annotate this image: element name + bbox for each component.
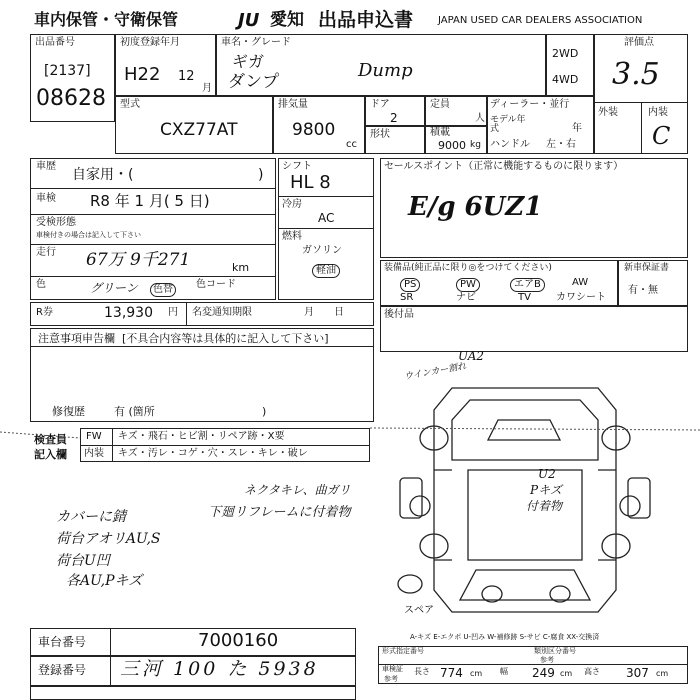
- displacement-label: 排気量: [278, 99, 308, 110]
- door-label: ドア: [370, 99, 390, 110]
- model-year-label: モデル年式: [490, 115, 526, 134]
- note-line-1: ネクタキレ、曲ガリ: [244, 483, 351, 497]
- chassis-value: 7000160: [198, 630, 279, 651]
- equip-tv: TV: [518, 292, 531, 303]
- handle-label: ハンドル: [490, 139, 530, 150]
- tax-unit: 円: [168, 307, 178, 318]
- reg-month-unit: 月: [202, 83, 212, 94]
- ac-label: 冷房: [282, 199, 302, 210]
- diagram-note-center-1: U2: [538, 467, 556, 481]
- receipt-label: 受検形態: [36, 217, 76, 228]
- plate-label: 登録番号: [38, 663, 87, 677]
- tax-value: 13,930: [104, 305, 153, 321]
- capacity-label: 定員: [430, 99, 450, 110]
- fuel-diesel: 軽油: [312, 264, 340, 278]
- equip-pw: PW: [456, 278, 480, 292]
- equip-airbag: エアB: [510, 278, 545, 292]
- warranty-label: 新車保証書: [624, 263, 670, 273]
- retrofit-label: 後付品: [384, 309, 414, 320]
- grade-handwritten: Dump: [358, 60, 413, 81]
- notice-unit: 月日: [304, 307, 364, 318]
- score-label: 評価点: [624, 37, 654, 48]
- name-grade-label: 車名・グレード: [221, 37, 291, 48]
- int-items-label: 内装: [84, 448, 104, 459]
- usage-label: 車歴: [36, 161, 56, 172]
- fw-label: FW: [86, 431, 102, 442]
- color-label: 色: [36, 279, 46, 290]
- lot-number: 08628: [36, 86, 106, 111]
- interior-label: 内装: [648, 107, 668, 118]
- width-label: 幅: [500, 667, 508, 676]
- note-line-3: カバーに錆: [56, 509, 126, 525]
- equip-ps: PS: [400, 278, 420, 292]
- door-value: 2: [390, 111, 398, 125]
- inspection-label: 車検: [36, 193, 56, 204]
- selling-label: セールスポイント（正常に機能するものに限ります）: [384, 161, 624, 172]
- displacement-value: 9800: [292, 120, 336, 140]
- mileage-label: 走行: [36, 247, 56, 258]
- drive-2wd: 2WD: [552, 47, 579, 60]
- fw-items: キズ・飛石・ヒビ割・リペア跡・X要: [118, 431, 285, 442]
- repair-label: 修復歴: [52, 405, 85, 418]
- fuel-label: 燃料: [282, 231, 302, 242]
- displacement-unit: cc: [346, 139, 357, 150]
- plate-handwritten: 三河 100 た 5938: [120, 658, 319, 680]
- width-unit: cm: [560, 669, 573, 678]
- body-form-label: 形状: [370, 129, 390, 140]
- equip-aw: AW: [572, 277, 589, 288]
- chassis-label: 車台番号: [38, 635, 87, 649]
- fuel-gasoline: ガソリン: [302, 245, 342, 256]
- model-value: CXZ77AT: [160, 120, 238, 140]
- load-unit: kg: [470, 140, 481, 150]
- notice-label: 名変通知期限: [192, 307, 252, 318]
- shift-label: シフト: [282, 161, 312, 172]
- handle-options: 左・右: [546, 139, 576, 150]
- length-value: 774: [440, 666, 463, 680]
- note-line-5: 荷台U凹: [56, 553, 110, 569]
- storage-title: 車内保管・守衛保管: [34, 10, 179, 29]
- note-line-4: 荷台アオリAU,S: [56, 531, 161, 547]
- load-value: 9000: [438, 139, 466, 152]
- size-label-2: 類別区分番号: [534, 647, 576, 655]
- interior-grade: C: [652, 122, 671, 150]
- tax-label: R券: [36, 307, 53, 318]
- capacity-unit: 人: [475, 113, 485, 124]
- note-line-2: 下廻リフレームに付着物: [208, 505, 351, 520]
- mileage-handwritten: 67万 9千271: [86, 250, 191, 270]
- inspection-value: R8 年 1 月( 5 日): [90, 192, 210, 210]
- model-label: 型式: [120, 99, 140, 110]
- score-value: 3.5: [612, 57, 660, 92]
- diagram-note-center-3: 付着物: [526, 499, 563, 513]
- width-value: 249: [532, 666, 555, 680]
- equip-sr: SR: [400, 292, 414, 303]
- inspector-label-2: 記入欄: [34, 448, 67, 461]
- color-change: 色替: [150, 283, 176, 297]
- mileage-unit: km: [232, 261, 250, 274]
- inspector-label-1: 検査員: [34, 433, 67, 446]
- selling-handwritten: E/g 6UZ1: [408, 192, 543, 222]
- height-unit: cm: [656, 669, 669, 678]
- drive-4wd: 4WD: [552, 73, 579, 86]
- color-code-label: 色コード: [196, 279, 236, 290]
- size-label-1: 形式指定番号: [382, 647, 424, 655]
- equipment-label: 装備品(純正品に限り◎をつけてください): [384, 263, 552, 273]
- diagram-note-center-2: Pキズ: [530, 483, 562, 497]
- usage-close: ): [258, 167, 264, 183]
- length-unit: cm: [470, 669, 483, 678]
- lot-code: [2137]: [44, 63, 91, 79]
- reg-month: 12: [178, 69, 195, 84]
- notes-label: 注意事項申告欄: [38, 332, 115, 345]
- dealer-label: ディーラー・並行: [490, 99, 570, 110]
- ju-logo: JU: [238, 10, 260, 31]
- reg-year-label: 初度登録年月: [120, 37, 180, 48]
- ref-label-2: 参考: [384, 675, 398, 683]
- reg-era: H22: [124, 64, 161, 85]
- form-title: 出品申込書: [318, 9, 414, 31]
- equip-navi: ナビ: [456, 292, 476, 303]
- notes-sub: [不具合内容等は具体的に記入して下さい]: [122, 332, 329, 345]
- repair-value: 有 (箇所: [114, 405, 155, 418]
- load-label: 積載: [430, 127, 450, 138]
- repair-close: ): [262, 405, 267, 418]
- height-value: 307: [626, 666, 649, 680]
- equip-seat: カワシート: [556, 292, 606, 303]
- extra-row: [30, 686, 356, 700]
- length-label: 長さ: [414, 667, 430, 676]
- diagram-note-side: ウインカー割れ: [403, 361, 468, 383]
- int-items: キズ・汚レ・コゲ・穴・スレ・キレ・破レ: [118, 448, 308, 459]
- shift-value: HL 8: [290, 172, 331, 193]
- spare-label: スペア: [404, 605, 434, 616]
- lot-label: 出品番号: [35, 37, 75, 48]
- grade-name: ダンプ: [228, 72, 280, 92]
- receipt-note: 車検付きの場合は記入して下さい: [36, 231, 141, 239]
- car-cert-label: 車検証: [382, 665, 403, 673]
- color-handwritten: グリーン: [90, 281, 138, 295]
- maker-name: ギガ: [232, 52, 265, 71]
- diagram-note-top: UA2: [458, 349, 485, 363]
- ac-value: AC: [318, 211, 335, 225]
- usage-value: 自家用・(: [72, 167, 134, 183]
- org-name: 愛知: [270, 10, 304, 30]
- damage-legend: A-キズ E-エクボ U-凹み W-補修跡 S-サビ C-腐食 XX-交換済: [410, 633, 600, 641]
- exterior-label: 外装: [598, 107, 618, 118]
- height-label: 高さ: [584, 667, 600, 676]
- note-line-6: 各AU,Pキズ: [66, 573, 143, 589]
- ref-label: 参考: [540, 656, 554, 664]
- warranty-value: 有・無: [628, 285, 658, 296]
- association-name: JAPAN USED CAR DEALERS ASSOCIATION: [438, 15, 643, 26]
- model-year-unit: 年: [572, 123, 582, 134]
